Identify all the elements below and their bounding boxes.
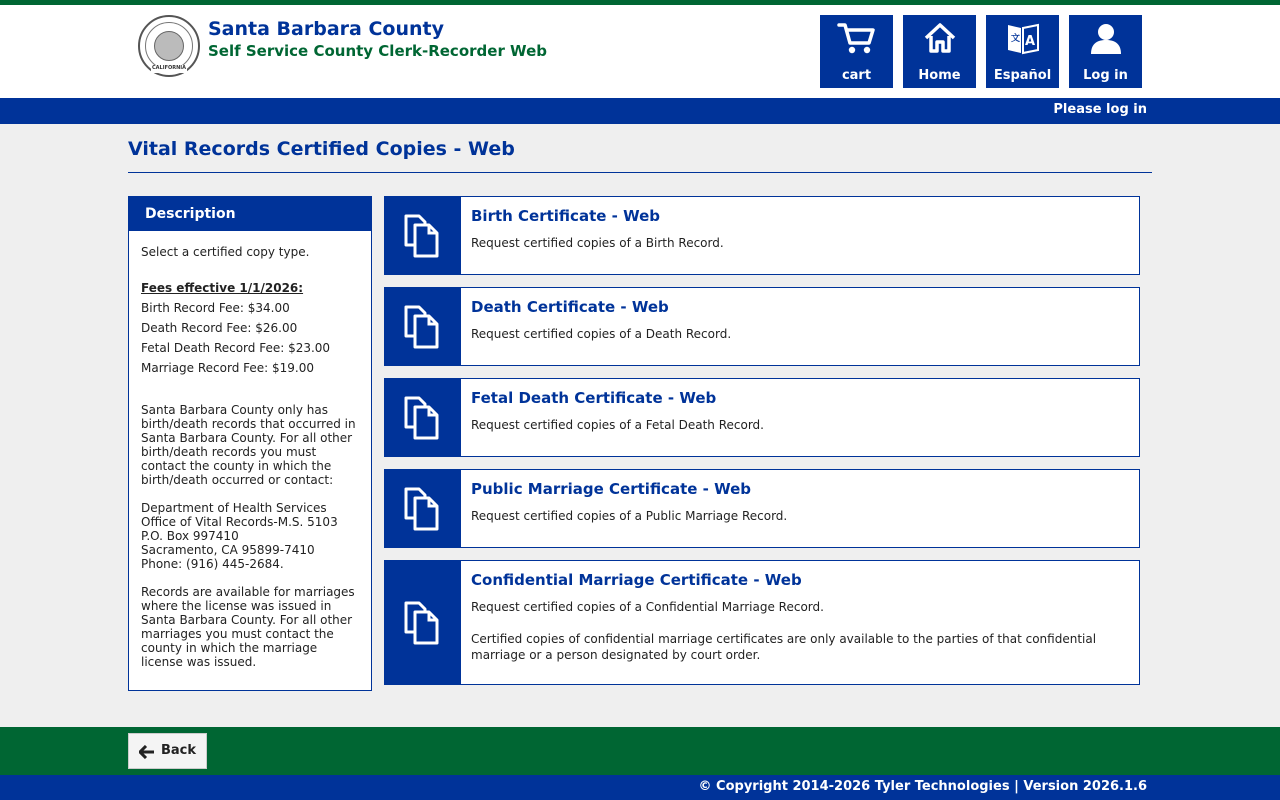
public-marriage-certificate-card[interactable] [384, 469, 1140, 548]
confidential-marriage-certificate-card[interactable] [384, 560, 1140, 685]
fees-heading: Fees effective 1/1/2026: [141, 281, 304, 295]
login-status: Please log in [1053, 102, 1147, 117]
card-description: Request certified copies of a Public Marriage Record. [471, 509, 788, 523]
address-line: Phone: (916) 445-2684. [141, 557, 284, 571]
county-seal-logo [138, 15, 200, 77]
death-certificate-card[interactable] [384, 287, 1140, 366]
card-description: Request certified copies of a Birth Record. [471, 236, 724, 250]
document-copy-icon [403, 213, 443, 259]
card-title: Death Certificate - Web [471, 298, 669, 316]
card-title: Fetal Death Certificate - Web [471, 389, 717, 407]
fetal-death-certificate-card[interactable] [384, 378, 1140, 457]
status-bar [0, 98, 1280, 124]
address-line: Sacramento, CA 95899-7410 [141, 543, 315, 557]
records-note: Santa Barbara County only has birth/death records that occurred in Santa Barbara County. For all other birth/death records you must contact the county in which the birth/death occurred or contact: [141, 403, 356, 487]
page-title: Vital Records Certified Copies - Web [128, 138, 515, 160]
copyright-text: © Copyright 2014-2026 Tyler Technologies | Version 2026.1.6 [698, 779, 1147, 794]
description-heading: Description [129, 197, 371, 231]
document-copy-icon [403, 395, 443, 441]
site-subtitle: Self Service County Clerk-Recorder Web [208, 42, 547, 60]
card-title: Confidential Marriage Certificate - Web [471, 571, 802, 589]
card-note: Certified copies of confidential marriage certificates are only available to the parties of that confidential marriage or a person designated by court order. [471, 632, 1097, 662]
header [0, 5, 1280, 98]
card-title: Birth Certificate - Web [471, 207, 661, 225]
back-label: Back [161, 743, 197, 758]
document-copy-icon [403, 304, 443, 350]
description-intro: Select a certified copy type. [141, 245, 310, 259]
card-description: Request certified copies of a Confidential Marriage Record. [471, 600, 824, 614]
card-title: Public Marriage Certificate - Web [471, 480, 752, 498]
svg-text:A: A [1024, 34, 1035, 49]
card-description: Request certified copies of a Death Record. [471, 327, 732, 341]
home-button[interactable] [903, 15, 976, 88]
login-button[interactable] [1069, 15, 1142, 88]
fee-item: Death Record Fee: $26.00 [141, 321, 298, 335]
cart-button[interactable] [820, 15, 893, 88]
site-title: Santa Barbara County [208, 18, 444, 40]
language-icon [1006, 21, 1040, 55]
address-line: P.O. Box 997410 [141, 529, 239, 543]
birth-certificate-card[interactable] [384, 196, 1140, 275]
home-label: Home [918, 68, 961, 83]
vital-records-address [141, 501, 359, 571]
login-label: Log in [1083, 68, 1128, 83]
seal-text: CALIFORNIA [151, 65, 187, 71]
arrow-left-icon [139, 745, 155, 759]
home-icon [923, 21, 957, 55]
card-description: Request certified copies of a Fetal Death Record. [471, 418, 764, 432]
fee-item: Fetal Death Record Fee: $23.00 [141, 341, 331, 355]
document-copy-icon [403, 486, 443, 532]
address-line: Department of Health Services [141, 501, 327, 515]
document-copy-icon [403, 600, 443, 646]
marriage-note: Records are available for marriages where the license was issued in Santa Barbara County. For all other marriages you must contact the county in which the marriage license was issued. [141, 585, 355, 669]
cart-label: cart [841, 68, 872, 83]
espanol-label: Español [993, 68, 1052, 83]
copyright-bar [0, 775, 1280, 800]
cart-icon [837, 21, 877, 55]
fee-item: Marriage Record Fee: $19.00 [141, 361, 314, 375]
svg-text:文: 文 [1010, 34, 1020, 44]
title-divider [128, 172, 1152, 173]
description-panel [128, 196, 372, 691]
back-button[interactable] [128, 733, 207, 769]
address-line: Office of Vital Records-M.S. 5103 [141, 515, 338, 529]
espanol-button[interactable] [986, 15, 1059, 88]
fee-item: Birth Record Fee: $34.00 [141, 301, 290, 315]
user-icon [1089, 21, 1123, 55]
